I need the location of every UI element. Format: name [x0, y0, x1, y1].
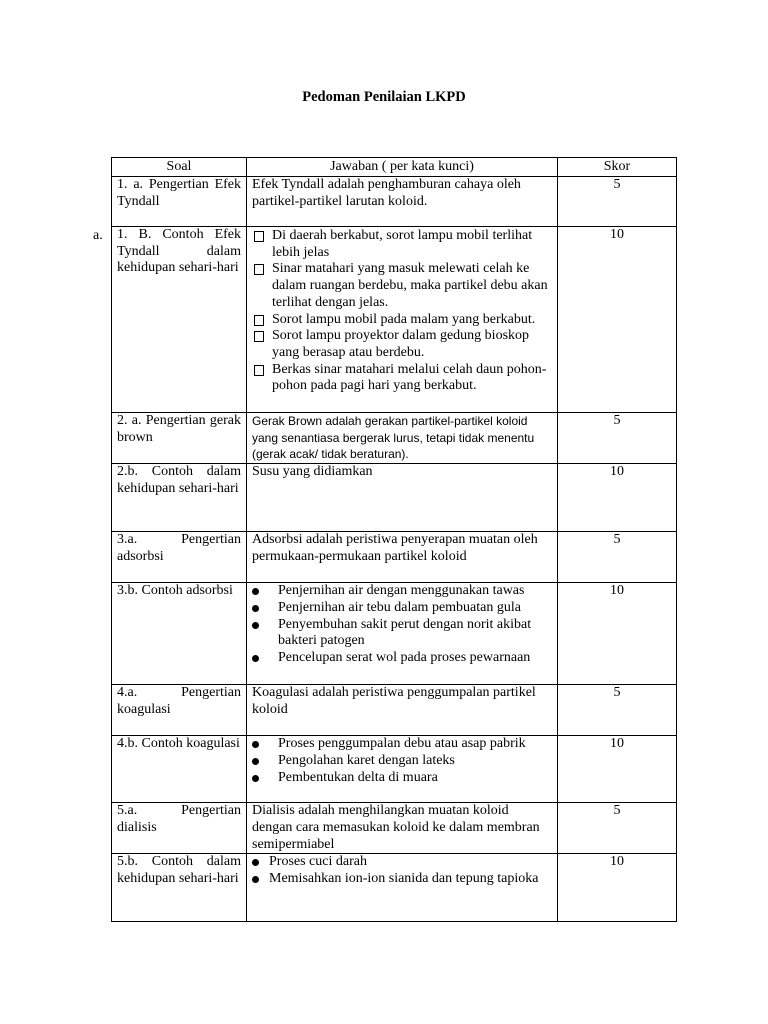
header-jawaban: Jawaban ( per kata kunci) — [247, 158, 558, 177]
list-item: Berkas sinar matahari melalui celah daun pohon-pohon pada pagi hari yang berkabut. — [252, 362, 552, 395]
side-list-marker: a. — [93, 228, 103, 243]
document-title: Pedoman Penilaian LKPD — [302, 89, 466, 105]
question-cell: 2. a. Pengertian gerak brown — [112, 413, 247, 464]
table-row — [112, 227, 677, 413]
list-item: Pencelupan serat wol pada proses pewarnaan — [252, 650, 552, 667]
score-cell: 10 — [558, 736, 677, 803]
score-cell: 5 — [558, 413, 677, 464]
list-item: Sorot lampu proyektor dalam gedung bioskop yang berasap atau berdebu. — [252, 328, 552, 361]
score-cell: 10 — [558, 227, 677, 413]
question-cell: 1. B. Contoh Efek Tyndall dalam kehidupan sehari-hari — [112, 227, 247, 413]
list-item: Penjernihan air tebu dalam pembuatan gula — [252, 600, 552, 617]
answer-cell — [247, 854, 558, 922]
question-cell: 1. a. Pengertian Efek Tyndall — [112, 177, 247, 227]
answer-cell — [247, 583, 558, 685]
question-cell: 5.a. Pengertian dialisis — [112, 803, 247, 854]
table-row — [112, 803, 677, 854]
score-cell: 10 — [558, 583, 677, 685]
question-cell: 3.b. Contoh adsorbsi — [112, 583, 247, 685]
score-cell: 5 — [558, 177, 677, 227]
list-item: Di daerah berkabut, sorot lampu mobil terlihat lebih jelas — [252, 228, 552, 261]
score-cell: 5 — [558, 803, 677, 854]
list-item: Pengolahan karet dengan lateks — [252, 753, 552, 770]
list-item: Pembentukan delta di muara — [252, 770, 552, 787]
list-item: Sorot lampu mobil pada malam yang berkabut. — [252, 312, 552, 329]
answer-list — [252, 736, 552, 786]
answer-cell: Adsorbsi adalah peristiwa penyerapan muatan oleh permukaan-permukaan partikel koloid — [247, 532, 558, 583]
list-item: Proses penggumpalan debu atau asap pabrik — [252, 736, 552, 753]
list-item: Proses cuci darah — [252, 854, 552, 871]
list-item: Memisahkan ion-ion sianida dan tepung tapioka — [252, 871, 552, 888]
answer-cell: Dialisis adalah menghilangkan muatan koloid dengan cara memasukan koloid ke dalam membran semipermiabel — [247, 803, 558, 854]
table-row — [112, 736, 677, 803]
answer-cell — [247, 736, 558, 803]
question-cell: 5.b. Contoh dalam kehidupan sehari-hari — [112, 854, 247, 922]
table-row — [112, 854, 677, 922]
table-row — [112, 532, 677, 583]
answer-list — [252, 583, 552, 667]
score-cell: 10 — [558, 854, 677, 922]
table-row — [112, 413, 677, 464]
list-item: Penjernihan air dengan menggunakan tawas — [252, 583, 552, 600]
answer-list — [252, 854, 552, 887]
score-cell: 5 — [558, 532, 677, 583]
table-row — [112, 583, 677, 685]
table-row — [112, 464, 677, 532]
score-cell: 5 — [558, 685, 677, 736]
header-soal: Soal — [112, 158, 247, 177]
score-cell: 10 — [558, 464, 677, 532]
header-skor: Skor — [558, 158, 677, 177]
question-cell: 4.b. Contoh koagulasi — [112, 736, 247, 803]
answer-cell: Koagulasi adalah peristiwa penggumpalan partikel koloid — [247, 685, 558, 736]
table-header-row — [112, 158, 677, 177]
answer-cell: Susu yang didiamkan — [247, 464, 558, 532]
table-row — [112, 685, 677, 736]
answer-cell: Gerak Brown adalah gerakan partikel-partikel koloid yang senantiasa bergerak lurus, tetapi tidak menentu (gerak acak/ tidak beraturan). — [247, 413, 558, 464]
question-cell: 2.b. Contoh dalam kehidupan sehari-hari — [112, 464, 247, 532]
question-cell: 3.a. Pengertian adsorbsi — [112, 532, 247, 583]
assessment-table — [111, 157, 677, 922]
question-cell: 4.a. Pengertian koagulasi — [112, 685, 247, 736]
answer-cell — [247, 227, 558, 413]
list-item: Penyembuhan sakit perut dengan norit akibat bakteri patogen — [252, 617, 552, 650]
answer-cell: Efek Tyndall adalah penghamburan cahaya oleh partikel-partikel larutan koloid. — [247, 177, 558, 227]
table-row — [112, 177, 677, 227]
list-item: Sinar matahari yang masuk melewati celah ke dalam ruangan berdebu, maka partikel debu akan terlihat dengan jelas. — [252, 261, 552, 311]
answer-list — [252, 228, 552, 395]
